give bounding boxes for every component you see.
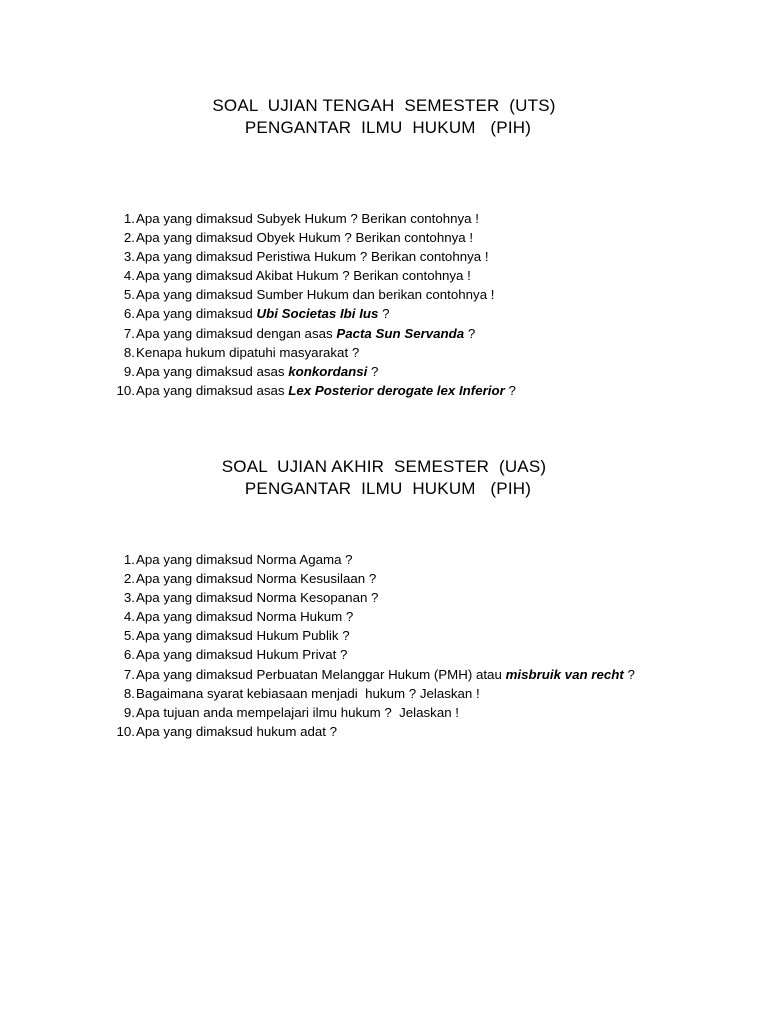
- question-number: 7.: [123, 666, 135, 682]
- uts-section: [0, 95, 768, 398]
- uas-title-line-1: SOAL UJIAN AKHIR SEMESTER (UAS): [221, 457, 547, 476]
- question-text-main: Apa yang dimaksud Subyek Hukum ? Berikan contohnya !: [136, 211, 479, 226]
- question-text-suffix: ?: [504, 382, 516, 398]
- question-text: [136, 266, 471, 285]
- question-text: [136, 626, 350, 645]
- question-number: 4.: [123, 268, 135, 284]
- question-item: [110, 343, 730, 362]
- question-term-emphasis: Lex Posterior derogate lex Inferior: [288, 382, 505, 398]
- question-number: 1.: [123, 552, 135, 567]
- question-text-main: Apa yang dimaksud Obyek Hukum ? Berikan contohnya !: [136, 230, 474, 246]
- question-number: 2.: [123, 571, 135, 587]
- question-item: [110, 626, 730, 645]
- question-number: 6.: [123, 306, 135, 322]
- question-item: [110, 209, 730, 228]
- question-text-main: Apa yang dimaksud asas: [136, 363, 289, 379]
- question-item: [110, 703, 730, 722]
- question-text-main: Apa yang dimaksud Norma Kesusilaan ?: [136, 571, 377, 587]
- question-text-main: Apa yang dimaksud: [136, 306, 257, 322]
- question-text: [136, 665, 635, 684]
- question-item: [110, 324, 730, 343]
- question-item: [110, 588, 730, 607]
- question-text: [136, 285, 494, 304]
- question-number: 6.: [123, 647, 135, 663]
- question-number: 10.: [116, 382, 135, 398]
- question-text-main: Apa yang dimaksud Hukum Publik ?: [136, 628, 350, 644]
- question-text: [136, 569, 376, 588]
- question-text: [136, 362, 378, 381]
- question-number: 10.: [116, 723, 135, 739]
- question-text-main: Apa tujuan anda mempelajari ilmu hukum ? Jelaskan !: [136, 704, 459, 720]
- question-text-main: Apa yang dimaksud Sumber Hukum dan berikan contohnya !: [136, 287, 495, 303]
- question-text-main: Apa yang dimaksud Perbuatan Melanggar Hukum (PMH) atau: [136, 666, 506, 682]
- question-item: [110, 381, 730, 400]
- question-text: [136, 324, 475, 343]
- question-item: [110, 362, 730, 381]
- question-item: [110, 569, 730, 588]
- question-text: [136, 228, 473, 247]
- question-item: [110, 684, 730, 703]
- question-text: [136, 703, 459, 722]
- question-number: 3.: [123, 590, 135, 606]
- question-number: 8.: [123, 685, 135, 701]
- question-number: 8.: [123, 344, 135, 360]
- question-item: [110, 247, 730, 266]
- question-item: [110, 645, 730, 664]
- question-item: [110, 665, 730, 684]
- uas-question-list: [110, 550, 730, 741]
- question-text-main: Apa yang dimaksud Peristiwa Hukum ? Berikan contohnya !: [136, 249, 489, 265]
- question-text: [136, 722, 337, 741]
- question-text-suffix: ?: [367, 363, 379, 379]
- question-number: 5.: [123, 287, 135, 303]
- uts-title-line-1: SOAL UJIAN TENGAH SEMESTER (UTS): [212, 96, 556, 115]
- question-item: [110, 722, 730, 741]
- question-text-main: Apa yang dimaksud Norma Agama ?: [136, 552, 353, 567]
- question-text-main: Apa yang dimaksud asas: [136, 382, 289, 398]
- question-text-suffix: ?: [378, 306, 390, 322]
- question-text-main: Bagaimana syarat kebiasaan menjadi hukum ? Jelaskan !: [136, 685, 480, 701]
- question-text-main: Apa yang dimaksud Hukum Privat ?: [136, 647, 348, 663]
- question-text: [136, 381, 516, 400]
- question-text-main: Kenapa hukum dipatuhi masyarakat ?: [136, 344, 360, 360]
- question-text-main: Apa yang dimaksud hukum adat ?: [136, 723, 338, 739]
- question-number: 3.: [123, 249, 135, 265]
- uas-title-line-2: PENGANTAR ILMU HUKUM (PIH): [244, 479, 532, 498]
- question-term-emphasis: Pacta Sun Servanda: [336, 325, 465, 341]
- question-item: [110, 285, 730, 304]
- question-number: 9.: [123, 363, 135, 379]
- question-text-suffix: ?: [464, 325, 476, 341]
- uas-section: [0, 456, 768, 739]
- question-text: [136, 645, 347, 664]
- question-text: [136, 304, 390, 323]
- question-text-main: Apa yang dimaksud Norma Kesopanan ?: [136, 590, 379, 606]
- question-number: 7.: [123, 325, 135, 341]
- uts-question-list: [110, 209, 730, 400]
- question-term-emphasis: konkordansi: [288, 363, 368, 379]
- question-number: 9.: [123, 704, 135, 720]
- question-text: [136, 343, 359, 362]
- question-number: 1.: [123, 211, 135, 226]
- question-text: [136, 588, 378, 607]
- question-item: [110, 607, 730, 626]
- question-text-main: Apa yang dimaksud dengan asas: [136, 325, 337, 341]
- question-text: [136, 550, 353, 569]
- question-text-main: Apa yang dimaksud Akibat Hukum ? Berikan contohnya !: [136, 268, 471, 284]
- question-text: [136, 607, 353, 626]
- question-term-emphasis: Ubi Societas Ibi Ius: [256, 306, 379, 322]
- question-item: [110, 228, 730, 247]
- question-text-suffix: ?: [623, 666, 635, 682]
- question-text-main: Apa yang dimaksud Norma Hukum ?: [136, 609, 354, 625]
- question-number: 2.: [123, 230, 135, 246]
- uts-title-line-2: PENGANTAR ILMU HUKUM (PIH): [244, 118, 532, 137]
- question-item: [110, 550, 730, 569]
- question-item: [110, 304, 730, 323]
- question-term-emphasis: misbruik van recht: [505, 666, 624, 682]
- question-item: [110, 266, 730, 285]
- question-number: 4.: [123, 609, 135, 625]
- question-text: [136, 209, 479, 228]
- question-number: 5.: [123, 628, 135, 644]
- question-text: [136, 247, 489, 266]
- question-text: [136, 684, 480, 703]
